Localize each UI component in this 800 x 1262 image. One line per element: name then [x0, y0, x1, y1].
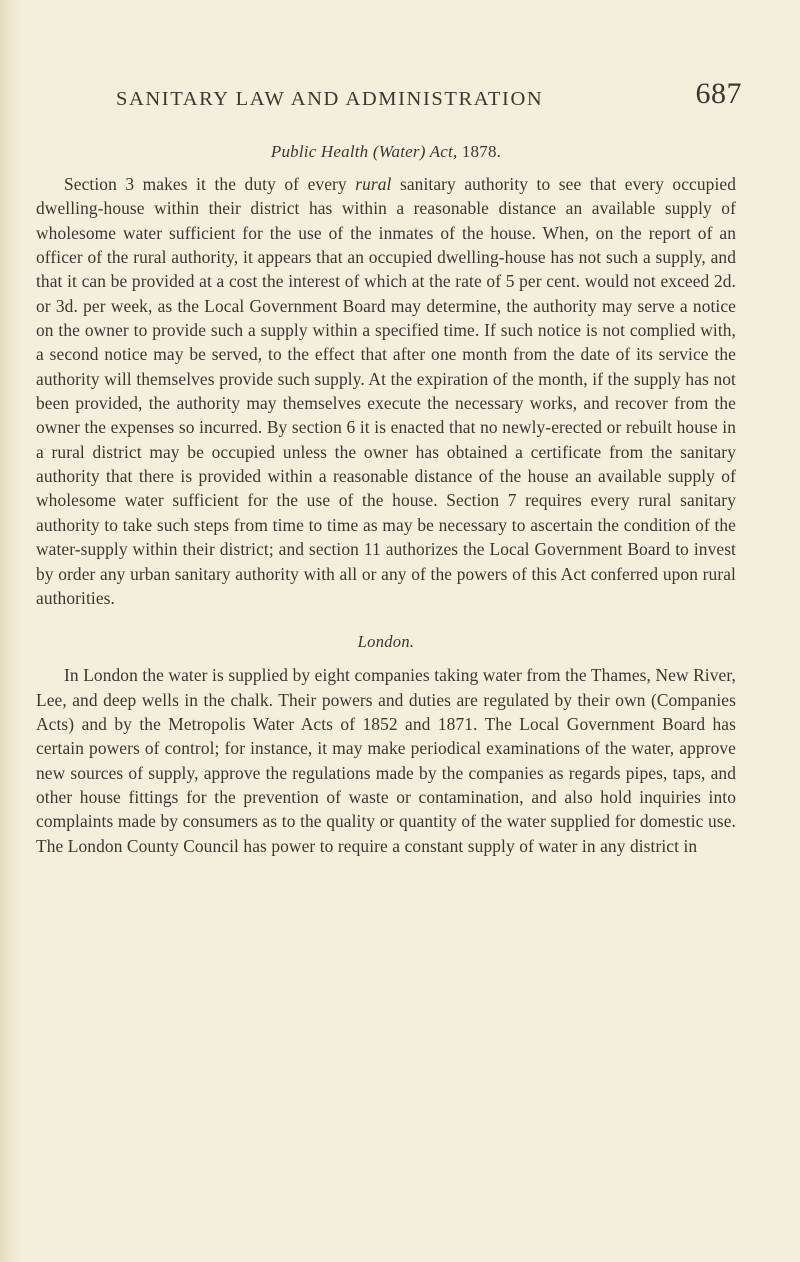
section-heading-london: London.	[357, 632, 415, 652]
page-number: 687	[695, 77, 742, 110]
heading-year: 1878.	[461, 142, 502, 161]
page-edge-shadow	[0, 0, 22, 1262]
heading-part-1: Public Health (	[270, 142, 379, 161]
para-text-start: Section 3 makes it the duty of every	[64, 174, 356, 194]
paragraph-london: In London the water is supplied by eight companies taking water from the Thames, New River, Lee, and deep wells in the chalk. Their powers and duties are regulated by their own (Companies Acts) and by the Metropolis Water Acts of 1852 and 1871. The Local Government Board has certain powers of control; for instance, it may make periodical examinations of the water, approve new sources of supply, approve the regulations made by the companies as regards pipes, taps, and other house fittings for the prevention of waste or contamination, and also hold inquiries into complaints made by consumers as to the quality or quantity of the water supplied for domestic use. The London County Council has power to require a constant supply of water in any district in	[36, 665, 736, 856]
book-page	[36, 74, 742, 858]
running-title: SANITARY LAW AND ADMINISTRATION	[116, 88, 544, 110]
paragraph-public-health-act	[36, 172, 736, 610]
heading-part-3: ) Act,	[419, 142, 462, 161]
section-heading-public-health-act	[36, 142, 736, 162]
para-italic-rural: rural	[355, 174, 392, 194]
para-text-rest: sanitary authority to see that every occupied dwelling-house within their district has within a reasonable distance an available supply of wholesome water sufficient for the use of the inmates of the house. When, on the report of an officer of the rural authority, it appears that an occupied dwelling-house has not such a supply, and that it can be provided at a cost the interest of which at the rate of 5 per cent. would not exceed 2d. or 3d. per week, as the Local Government Board may determine, the authority may serve a notice on the owner to provide such a supply within a specified time. If such notice is not complied with, a second notice may be served, to the effect that after one month from the date of its service the authority will themselves provide such supply. At the expiration of the month, if the supply has not been provided, the authority may themselves execute the necessary works, and recover from the owner the expenses so incurred. By section 6 it is enacted that no newly-erected or rebuilt house in a rural district may be occupied unless the owner has obtained a certificate from the sanitary authority that there is provided within a reasonable distance of the house an available supply of wholesome water sufficient for the use of the house. Section 7 requires every rural sanitary authority to take such steps from time to time as may be necessary to ascertain the condition of the water-supply within their district; and section 11 authorizes the Local Government Board to invest by order any urban sanitary authority with all or any of the powers of this Act conferred upon rural authorities.	[36, 174, 736, 608]
heading-part-2: Water	[378, 142, 420, 161]
running-head	[36, 74, 742, 116]
